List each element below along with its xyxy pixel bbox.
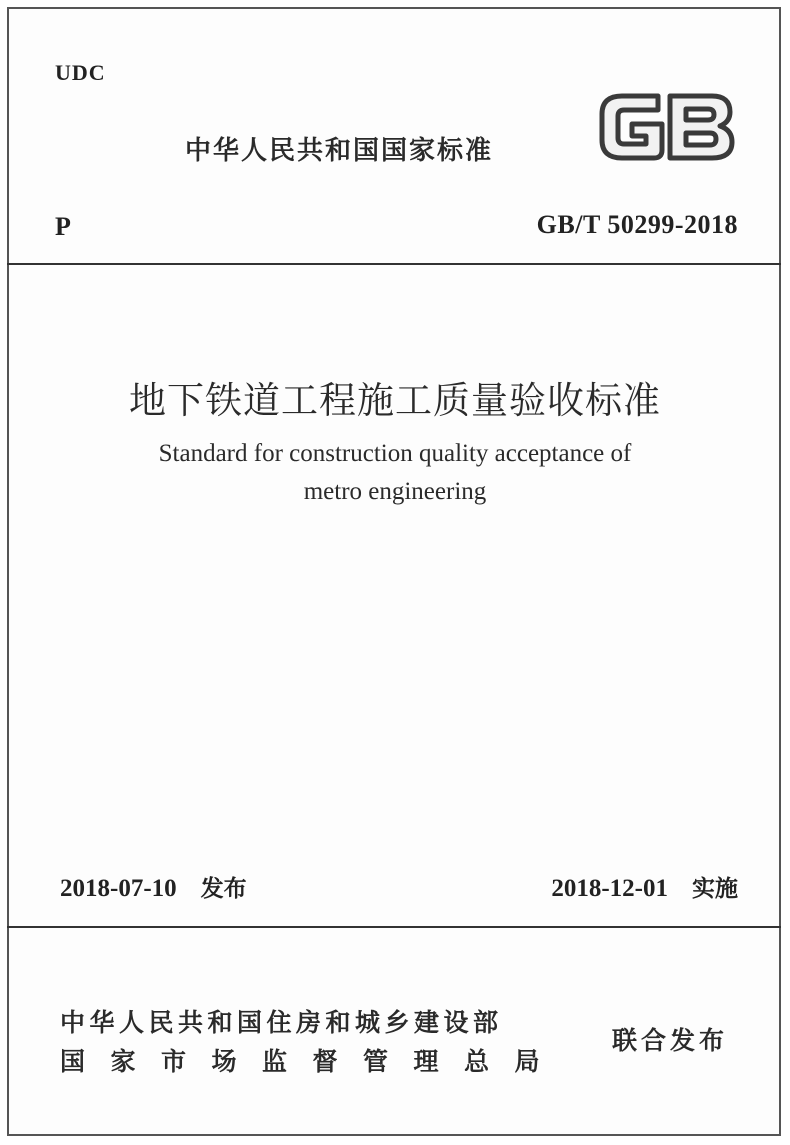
gb-logo-icon <box>596 88 736 166</box>
issue-label: 发布 <box>200 876 247 902</box>
standard-number: GB/T 50299-2018 <box>536 210 738 239</box>
title-english-line1: Standard for construction quality acceptance of <box>158 440 632 467</box>
udc-label: UDC <box>55 60 106 85</box>
title-english <box>0 435 790 511</box>
implementation-label: 实施 <box>692 876 738 902</box>
title-english-line2: metro engineering <box>303 478 487 505</box>
publisher-administration: 国家市场监督管理总局 <box>60 1047 566 1076</box>
top-divider <box>7 263 781 265</box>
authority-title: 中华人民共和国国家标准 <box>185 136 494 166</box>
issue-date: 2018-07-10 <box>60 875 177 902</box>
issue-info <box>60 870 247 903</box>
joint-publish-label: 联合发布 <box>612 1026 729 1055</box>
classification-code: P <box>55 212 71 241</box>
title-chinese: 地下铁道工程施工质量验收标准 <box>129 379 661 422</box>
publisher-ministry: 中华人民共和国住房和城乡建设部 <box>60 1008 503 1037</box>
standard-cover <box>7 7 781 1136</box>
implementation-info <box>551 870 738 903</box>
bottom-divider <box>7 926 781 928</box>
implementation-date: 2018-12-01 <box>551 875 668 902</box>
